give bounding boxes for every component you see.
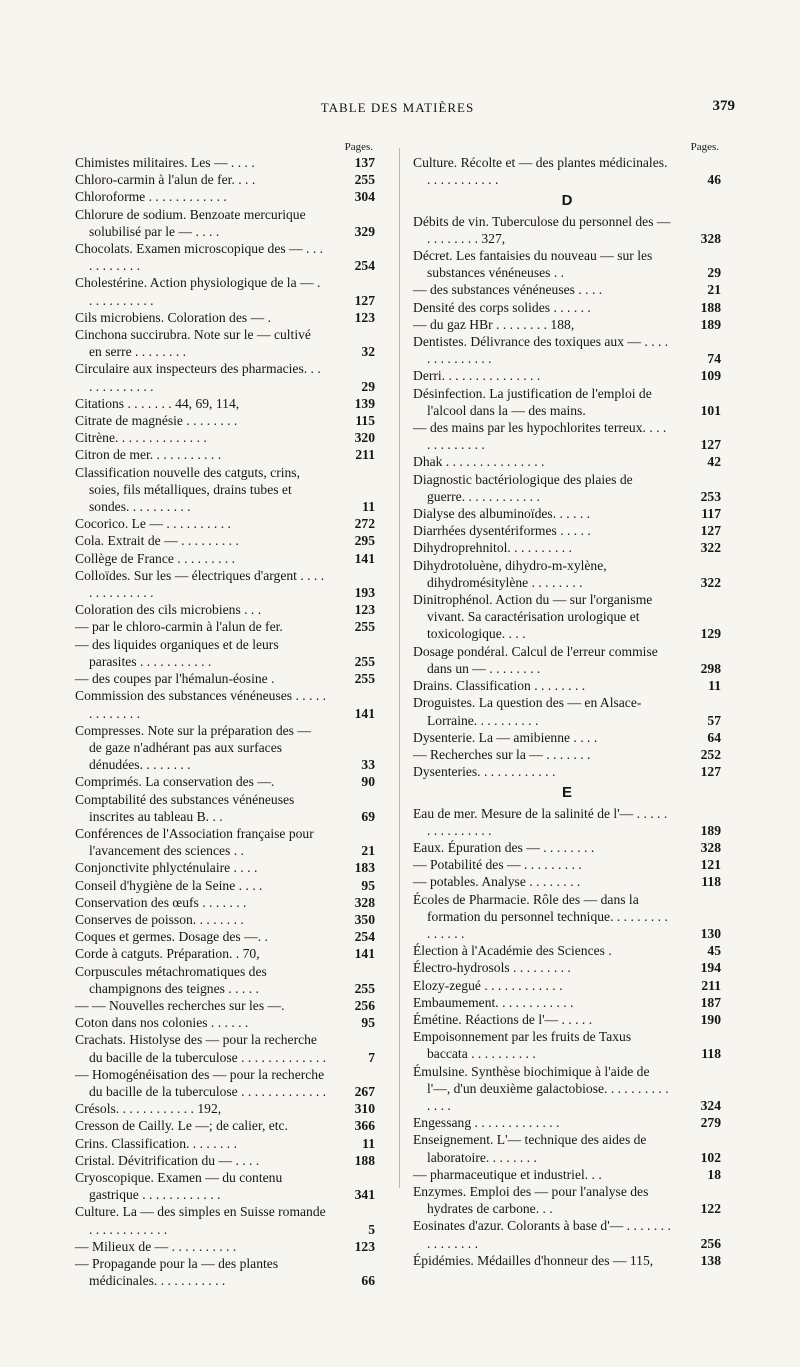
index-entry	[75, 928, 375, 945]
index-entry	[413, 333, 721, 367]
index-entry	[413, 1183, 721, 1217]
entry-text: Épidémies. Médailles d'honneur des — 115,	[413, 1252, 654, 1268]
entry-page-number: 138	[700, 1252, 721, 1268]
entry-text: Chlorure de sodium. Benzoate mercurique solubilisé par le — . . . .	[75, 206, 306, 239]
entry-page-number: 7	[368, 1049, 375, 1065]
entry-text: Enseignement. L'— technique des aides de laboratoire. . . . . . . .	[413, 1132, 647, 1165]
entry-page-number: 141	[354, 946, 375, 962]
index-entry	[75, 1135, 375, 1152]
entry-text: Conférences de l'Association française pour l'avancement des sciences . .	[75, 825, 314, 859]
entry-page-number: 272	[354, 516, 375, 532]
index-entry	[413, 977, 721, 994]
entry-page-number: 194	[700, 960, 721, 976]
entry-page-number: 66	[361, 1273, 375, 1289]
pages-label: Pages.	[344, 141, 373, 153]
entry-page-number: 183	[354, 860, 375, 876]
entry-text: Dysenterie. La — amibienne . . . .	[413, 729, 598, 745]
entry-page-number: 350	[354, 911, 375, 927]
entry-text: Écoles de Pharmacie. Rôle des — dans la formation du personnel technique. . . . . . . . . . . . . . .	[413, 891, 668, 941]
entry-text: Culture. Récolte et — des plantes médicinales. . . . . . . . . . . .	[413, 155, 668, 188]
entry-page-number: 253	[700, 488, 721, 504]
index-entry	[75, 532, 375, 549]
entry-page-number: 64	[707, 729, 721, 745]
index-entry	[75, 1117, 375, 1134]
index-entry	[75, 997, 375, 1014]
entry-text: Coloration des cils microbiens . . .	[75, 602, 262, 618]
entry-page-number: 42	[707, 454, 721, 470]
index-entry	[75, 309, 375, 326]
entry-page-number: 127	[700, 437, 721, 453]
entry-page-number: 137	[354, 155, 375, 170]
section-e-entry-list	[413, 805, 721, 1269]
entry-text: Cryoscopique. Examen — du contenu gastrique . . . . . . . . . . . .	[75, 1169, 283, 1203]
entry-text: Dihydrotoluène, dihydro-m-xylène, dihydromésitylène . . . . . . . .	[413, 557, 607, 590]
index-entry	[413, 839, 721, 856]
entry-page-number: 141	[354, 705, 375, 721]
entry-page-number: 254	[354, 929, 375, 945]
entry-page-number: 29	[361, 378, 375, 394]
index-entry	[413, 746, 721, 763]
entry-text: Conjonctivite phlycténulaire . . . .	[75, 860, 258, 876]
entry-page-number: 328	[354, 894, 375, 910]
column-divider	[399, 148, 400, 1188]
entry-page-number: 95	[361, 877, 375, 893]
entry-text: Dihydroprehnitol. . . . . . . . . .	[413, 540, 572, 556]
index-entry	[413, 891, 721, 943]
running-title: TABLE DES MATIÈRES	[320, 100, 475, 115]
entry-text: — — Nouvelles recherches sur les —.	[75, 997, 285, 1013]
entry-text: Chocolats. Examen microscopique des — . . . . . . . . . . .	[75, 241, 324, 274]
entry-page-number: 295	[354, 533, 375, 549]
index-entry	[75, 877, 375, 894]
index-entry	[75, 1203, 375, 1237]
entry-text: Dhak . . . . . . . . . . . . . . .	[413, 454, 545, 470]
entry-page-number: 279	[700, 1115, 721, 1131]
entry-text: — des liquides organiques et de leurs parasites . . . . . . . . . . .	[75, 636, 279, 669]
index-entry	[413, 1028, 721, 1062]
entry-page-number: 190	[700, 1011, 721, 1027]
entry-text: Enzymes. Emploi des — pour l'analyse des hydrates de carbone. . .	[413, 1183, 649, 1217]
entry-page-number: 304	[354, 189, 375, 205]
section-heading-e: E	[561, 784, 572, 802]
entry-page-number: 322	[700, 540, 721, 556]
index-entry	[75, 446, 375, 463]
entry-page-number: 57	[707, 712, 721, 728]
index-entry	[75, 206, 375, 240]
entry-text: Circulaire aux inspecteurs des pharmacies. . . . . . . . . . . . .	[75, 361, 321, 394]
entry-text: Coton dans nos colonies . . . . . .	[75, 1015, 249, 1031]
index-entry	[413, 729, 721, 746]
index-entry	[75, 550, 375, 567]
index-entry	[75, 240, 375, 274]
entry-text: Dysenteries. . . . . . . . . . . .	[413, 764, 556, 780]
entry-page-number: 189	[700, 316, 721, 332]
entry-page-number: 341	[354, 1187, 375, 1203]
index-entry	[75, 1152, 375, 1169]
entry-text: Eau de mer. Mesure de la salinité de l'— . . . . . . . . . . . . . . .	[413, 805, 668, 838]
entry-page-number: 320	[354, 430, 375, 446]
index-entry	[75, 894, 375, 911]
entry-text: Électro-hydrosols . . . . . . . . .	[413, 960, 571, 976]
index-entry	[75, 154, 375, 171]
entry-text: Cresson de Cailly. Le —; de calier, etc.	[75, 1118, 288, 1134]
index-entry	[413, 299, 721, 316]
entry-page-number: 127	[700, 764, 721, 780]
entry-page-number: 74	[707, 351, 721, 367]
entry-text: Diarrhées dysentériformes . . . . .	[413, 523, 591, 539]
entry-text: Élection à l'Académie des Sciences .	[413, 943, 612, 959]
index-entry	[75, 1238, 375, 1255]
index-entry	[413, 539, 721, 556]
entry-text: Cola. Extrait de — . . . . . . . . .	[75, 533, 239, 549]
index-entry	[413, 591, 721, 643]
entry-page-number: 11	[708, 678, 721, 694]
entry-text: Empoisonnement par les fruits de Taxus baccata . . . . . . . . . .	[413, 1029, 632, 1062]
entry-page-number: 5	[368, 1221, 375, 1237]
entry-text: Engessang . . . . . . . . . . . . .	[413, 1115, 560, 1131]
index-entry	[413, 1252, 721, 1269]
entry-text: Collège de France . . . . . . . . .	[75, 550, 236, 566]
index-entry	[413, 522, 721, 539]
entry-text: Citrate de magnésie . . . . . . . .	[75, 413, 238, 429]
index-entry	[75, 171, 375, 188]
entry-text: Commission des substances vénéneuses . . . . . . . . . . . . .	[75, 688, 327, 721]
page-number: 379	[712, 98, 735, 114]
section-d-entry-list	[413, 213, 721, 781]
entry-page-number: 127	[354, 292, 375, 308]
entry-text: Conserves de poisson. . . . . . . .	[75, 911, 244, 927]
entry-text: Crachats. Histolyse des — pour la recherche du bacille de la tuberculose . . . . . . . . . . . . .	[75, 1032, 327, 1065]
entry-text: Dinitrophénol. Action du — sur l'organisme vivant. Sa caractérisation urologique et toxicologique. . . .	[413, 592, 653, 642]
entry-page-number: 95	[361, 1015, 375, 1031]
index-entry	[413, 1063, 721, 1115]
entry-page-number: 328	[700, 230, 721, 246]
index-entry	[75, 567, 375, 601]
entry-page-number: 122	[700, 1201, 721, 1217]
entry-text: — des substances vénéneuses . . . .	[413, 282, 603, 298]
right-top-entry-list	[413, 154, 721, 188]
entry-text: Droguistes. La question des — en Alsace-Lorraine. . . . . . . . . .	[413, 695, 642, 728]
index-entry	[75, 1066, 375, 1100]
index-entry	[413, 367, 721, 384]
index-entry	[75, 601, 375, 618]
entry-page-number: 255	[354, 671, 375, 687]
entry-page-number: 90	[361, 774, 375, 790]
entry-text: Drains. Classification . . . . . . . .	[413, 678, 586, 694]
entry-text: Chloro-carmin à l'alun de fer. . . .	[75, 172, 256, 188]
index-entry	[413, 643, 721, 677]
index-entry	[413, 154, 721, 188]
entry-page-number: 45	[707, 943, 721, 959]
entry-page-number: 123	[354, 1238, 375, 1254]
entry-text: Compresses. Note sur la préparation des — de gaze n'adhérant pas aux surfaces dénudées. . . . . . . .	[75, 722, 311, 773]
entry-text: Elozy-zegué . . . . . . . . . . . .	[413, 977, 563, 993]
index-entry	[75, 326, 375, 360]
entry-page-number: 101	[700, 402, 721, 418]
index-entry	[413, 213, 721, 247]
index-entry	[75, 1100, 375, 1117]
entry-page-number: 187	[700, 994, 721, 1010]
index-entry	[413, 316, 721, 333]
entry-page-number: 121	[700, 857, 721, 873]
entry-text: Émétine. Réactions de l'— . . . . .	[413, 1011, 593, 1027]
entry-text: Crésols. . . . . . . . . . . . 192,	[75, 1101, 222, 1117]
entry-page-number: 21	[361, 843, 375, 859]
entry-page-number: 115	[355, 413, 375, 429]
index-entry	[413, 453, 721, 470]
entry-page-number: 188	[700, 299, 721, 315]
index-entry	[75, 429, 375, 446]
index-entry	[75, 636, 375, 670]
entry-text: Corpuscules métachromatiques des champignons des teignes . . . . .	[75, 963, 267, 996]
entry-text: — Potabilité des — . . . . . . . . .	[413, 857, 582, 873]
index-entry	[75, 911, 375, 928]
entry-text: Cinchona succirubra. Note sur le — cultivé en serre . . . . . . . .	[75, 327, 311, 360]
index-entry	[75, 274, 375, 308]
entry-text: Corde à catguts. Préparation. . 70,	[75, 946, 260, 962]
entry-page-number: 328	[700, 839, 721, 855]
entry-text: Conservation des œufs . . . . . . .	[75, 894, 247, 910]
entry-text: — pharmaceutique et industriel. . .	[413, 1166, 602, 1182]
index-entry	[413, 959, 721, 976]
index-entry	[75, 1255, 375, 1289]
entry-page-number: 46	[707, 172, 721, 188]
entry-text: Classification nouvelle des catguts, crins, soies, fils métalliques, drains tubes et sondes. . . . . . . . . .	[75, 464, 301, 515]
entry-page-number: 211	[355, 447, 375, 463]
entry-text: — par le chloro-carmin à l'alun de fer.	[75, 619, 283, 635]
entry-text: Comptabilité des substances vénéneuses inscrites au tableau B. . .	[75, 791, 295, 824]
entry-page-number: 141	[354, 550, 375, 566]
entry-text: Derri. . . . . . . . . . . . . . .	[413, 368, 541, 384]
entry-page-number: 193	[354, 585, 375, 601]
left-entry-list	[75, 154, 375, 1289]
entry-text: Émulsine. Synthèse biochimique à l'aide de l'—, d'un deuxième galactobiose. . . . . . . . . . . . . .	[413, 1063, 669, 1113]
entry-text: — Recherches sur la — . . . . . . .	[413, 746, 591, 762]
index-entry	[75, 859, 375, 876]
index-entry	[413, 1217, 721, 1251]
entry-page-number: 256	[700, 1235, 721, 1251]
entry-text: Citations . . . . . . . 44, 69, 114,	[75, 395, 240, 411]
entry-page-number: 139	[354, 395, 375, 411]
entry-text: Décret. Les fantaisies du nouveau — sur les substances vénéneuses . .	[413, 248, 653, 281]
entry-page-number: 129	[700, 626, 721, 642]
entry-page-number: 127	[700, 523, 721, 539]
entry-page-number: 69	[361, 808, 375, 824]
entry-text: Citron de mer. . . . . . . . . . .	[75, 447, 222, 463]
index-entry	[75, 1169, 375, 1203]
entry-page-number: 123	[354, 309, 375, 325]
entry-text: Culture. La — des simples en Suisse romande . . . . . . . . . . . .	[75, 1204, 326, 1237]
left-column	[75, 140, 375, 1289]
index-entry	[413, 1114, 721, 1131]
entry-text: Citrène. . . . . . . . . . . . . .	[75, 430, 207, 446]
index-entry	[75, 464, 375, 516]
entry-text: Désinfection. La justification de l'emploi de l'alcool dans la — des mains.	[413, 385, 652, 418]
entry-page-number: 11	[362, 1135, 375, 1151]
entry-page-number: 118	[701, 1046, 721, 1062]
entry-text: Dialyse des albuminoïdes. . . . . .	[413, 506, 591, 522]
entry-text: — du gaz HBr . . . . . . . . 188,	[413, 316, 575, 332]
index-entry	[75, 412, 375, 429]
entry-text: Comprimés. La conservation des —.	[75, 774, 275, 790]
entry-text: Embaumement. . . . . . . . . . . .	[413, 994, 574, 1010]
index-entry	[413, 805, 721, 839]
entry-page-number: 256	[354, 997, 375, 1013]
entry-text: Densité des corps solides . . . . . .	[413, 299, 591, 315]
entry-text: Cholestérine. Action physiologique de la — . . . . . . . . . . .	[75, 275, 321, 308]
index-entry	[413, 873, 721, 890]
index-entry	[413, 1011, 721, 1028]
entry-text: Cocorico. Le — . . . . . . . . . .	[75, 516, 231, 532]
entry-page-number: 102	[700, 1149, 721, 1165]
index-entry	[75, 515, 375, 532]
index-entry	[413, 557, 721, 591]
index-entry	[413, 694, 721, 728]
entry-page-number: 188	[354, 1152, 375, 1168]
entry-text: — des coupes par l'hémalun-éosine .	[75, 671, 275, 687]
right-column	[413, 140, 721, 1269]
entry-page-number: 109	[700, 368, 721, 384]
index-entry	[413, 247, 721, 281]
page-header	[75, 98, 735, 124]
index-entry	[413, 1166, 721, 1183]
entry-text: Diagnostic bactériologique des plaies de guerre. . . . . . . . . . . .	[413, 471, 633, 504]
pages-label: Pages.	[690, 141, 719, 153]
index-entry	[75, 791, 375, 825]
index-entry	[75, 1014, 375, 1031]
section-heading-d: D	[561, 192, 573, 210]
entry-text: — Homogénéisation des — pour la recherche du bacille de la tuberculose . . . . . . . . . . . . .	[75, 1066, 327, 1099]
entry-text: Débits de vin. Tuberculose du personnel des — . . . . . . . . 327,	[413, 213, 671, 246]
entry-page-number: 252	[700, 746, 721, 762]
entry-text: Cristal. Dévitrification du — . . . .	[75, 1152, 260, 1168]
entry-text: — Milieux de — . . . . . . . . . .	[75, 1238, 237, 1254]
entry-text: Chimistes militaires. Les — . . . .	[75, 155, 255, 170]
entry-text: Eaux. Épuration des — . . . . . . . .	[413, 839, 595, 855]
entry-text: — potables. Analyse . . . . . . . .	[413, 874, 581, 890]
entry-page-number: 117	[701, 506, 721, 522]
index-entry	[413, 677, 721, 694]
entry-text: Coques et germes. Dosage des —. .	[75, 929, 268, 945]
entry-text: Crins. Classification. . . . . . . .	[75, 1135, 237, 1151]
entry-page-number: 298	[700, 660, 721, 676]
entry-text: — des mains par les hypochlorites terreux. . . . . . . . . . . . .	[413, 420, 667, 453]
entry-page-number: 267	[354, 1083, 375, 1099]
index-entry	[413, 281, 721, 298]
entry-text: Chloroforme . . . . . . . . . . . .	[75, 189, 227, 205]
index-entry	[75, 963, 375, 997]
entry-page-number: 255	[354, 980, 375, 996]
entry-text: Eosinates d'azur. Colorants à base d'— . . . . . . . . . . . . . . .	[413, 1218, 671, 1251]
index-entry	[75, 670, 375, 687]
entry-page-number: 254	[354, 258, 375, 274]
index-entry	[75, 687, 375, 721]
entry-page-number: 255	[354, 619, 375, 635]
index-entry	[413, 419, 721, 453]
entry-page-number: 255	[354, 172, 375, 188]
index-entry	[413, 942, 721, 959]
index-entry	[75, 618, 375, 635]
entry-page-number: 18	[707, 1166, 721, 1182]
entry-page-number: 366	[354, 1118, 375, 1134]
entry-text: Dosage pondéral. Calcul de l'erreur commise dans un — . . . . . . . .	[413, 643, 658, 676]
index-entry	[413, 994, 721, 1011]
index-entry	[75, 722, 375, 774]
entry-text: Cils microbiens. Coloration des — .	[75, 309, 271, 325]
entry-text: Colloïdes. Sur les — électriques d'argent . . . . . . . . . . . . . .	[75, 567, 325, 601]
index-entry	[413, 471, 721, 505]
entry-page-number: 118	[701, 874, 721, 890]
entry-page-number: 322	[700, 574, 721, 590]
index-entry	[413, 385, 721, 419]
index-entry	[413, 1131, 721, 1165]
entry-page-number: 189	[700, 822, 721, 838]
index-entry	[413, 505, 721, 522]
entry-text: — Propagande pour la — des plantes médicinales. . . . . . . . . . .	[75, 1256, 279, 1289]
index-entry	[75, 1031, 375, 1065]
entry-page-number: 211	[701, 977, 721, 993]
index-entry	[413, 856, 721, 873]
index-entry	[75, 360, 375, 394]
entry-page-number: 21	[707, 282, 721, 298]
entry-page-number: 29	[707, 265, 721, 281]
index-entry	[413, 763, 721, 780]
entry-page-number: 123	[354, 602, 375, 618]
entry-page-number: 329	[354, 223, 375, 239]
entry-page-number: 130	[700, 925, 721, 941]
entry-page-number: 255	[354, 653, 375, 669]
entry-page-number: 324	[700, 1097, 721, 1113]
entry-page-number: 310	[354, 1101, 375, 1117]
entry-page-number: 11	[362, 499, 375, 515]
entry-text: Conseil d'hygiène de la Seine . . . .	[75, 877, 263, 893]
index-entry	[75, 188, 375, 205]
index-entry	[75, 773, 375, 790]
entry-text: Dentistes. Délivrance des toxiques aux — . . . . . . . . . . . . . .	[413, 334, 669, 367]
entry-page-number: 32	[361, 344, 375, 360]
index-entry	[75, 395, 375, 412]
index-entry	[75, 825, 375, 859]
index-entry	[75, 945, 375, 962]
entry-page-number: 33	[361, 757, 375, 773]
